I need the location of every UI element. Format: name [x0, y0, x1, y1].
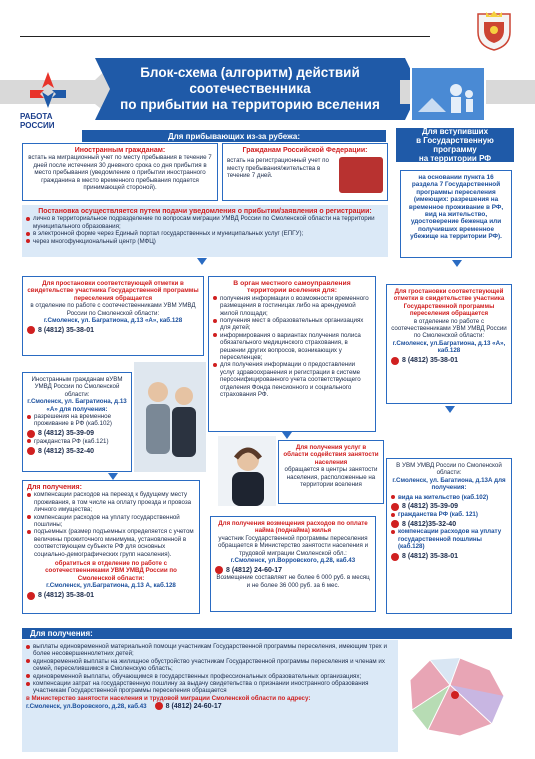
foreign-citizens-box: Иностранным гражданам: встать на миграционный учет по месту пребывания в течение 7 дней после истечения 30 дневного срока со дня прибытия в место пребывания (уведомление о прибытии иностранного гражданина в место временного пребывания подается принимающей стороной).	[22, 143, 218, 201]
foreign-arrivals-header: Для прибывающих из-за рубежа:	[82, 130, 386, 142]
bottom-section-header: Для получения:	[22, 628, 512, 639]
arrow-down-icon	[445, 406, 455, 413]
right-uvm-box: В УВМ УМВД России по Смоленской области: г.Смоленск, ул. Багатиона, д.13А для получения: вида на жительство (каб.102) 8 (4812) 35-39-09 гражданства РФ (каб. 121) 8 (4812)35-32-40 компенсации расходов на уплату государственной пошлины (каб.128) 8 (4812) 35-38-01	[386, 458, 512, 614]
left-certificate-mark-box: Для простановки соответствующей отметки в свидетельстве участника Государственной программы переселения обращается в отделение по работе с соотечественниками УВМ УМВД России по Смоленской области: г.Смоленск, ул. Багратиона, д.13 «А», каб.128 8 (4812) 35-38-01	[22, 276, 204, 356]
right-uvm-phone-1: 8 (4812) 35-39-09	[391, 503, 507, 511]
left-benefits-phone: 8 (4812) 35-38-01	[27, 592, 195, 600]
phone-icon	[391, 520, 399, 528]
phone-icon	[391, 357, 399, 365]
arrow-down-icon	[452, 260, 462, 267]
arrow-down-icon	[282, 432, 292, 439]
housing-phone: 8 (4812) 24-60-17	[215, 566, 371, 574]
local-government-box: В орган местного самоуправления территории вселения для: получения информации о возможности временного размещения в гостиницах либо на арендуемой жилой площади; получения мест в образовательных организациях для детей; информирования о вариантах получения полиса обязательного медицинского страхования, в решении других вопросов, возникающих у переселенцев; для получения информации о предоставлении услуг здравоохранения и регистрации в системе персонифицированного учета соответствующего отделения Фонда пенсионного и социального страхования РФ.	[208, 276, 376, 432]
right-uvm-phone-3: 8 (4812) 35-38-01	[391, 553, 507, 561]
phone-icon	[27, 430, 35, 438]
passport-photo	[339, 157, 383, 193]
program-members-header: Для вступивших в Государственную программу на территории РФ	[396, 128, 514, 162]
program-basis-box: на основании пункта 16 раздела 7 Государственной программы переселения (имеющих: разрешения на временное проживание в РФ, вид на жительство, удостоверение беженца или получивших временное убежище на территории РФ).	[400, 170, 512, 258]
arrow-down-icon	[197, 258, 207, 265]
bottom-benefits-box: выплаты единовременной материальной помощи участникам Государственной программы переселения, имеющим трех и более несовершеннолетних детей; единовременной выплаты на жилищное обустройство участникам Государственной программы переселения и членам их семей, переселившимся в Смоленскую область; единовременной выплаты, обучающимся в государственных профессиональных образовательных организациях; компенсации затрат на государственную пошлину за выдачу свидетельства о признании иностранного образования участникам Государственной программы переселения обращается в Министерство занятости населения и трудовой миграции Смоленской области по адресу: г.Смоленск, ул.Воровского, д.28, каб.43 8 (4812) 24-60-17	[22, 640, 398, 752]
phone-icon	[27, 326, 35, 334]
left-uvm-phone-1: 8 (4812) 35-39-09	[27, 430, 127, 438]
registration-box: Постановка осуществляется путем подачи уведомления о прибытии/заявления о регистрации: лично в территориальное подразделение по вопросам миграции УМВД России по Смоленской области на территории муниципального образования; в электронной форме через Единый портал государственных и муниципальных услуг (ЕПГУ); через многофункциональный центр (МФЦ)	[22, 205, 388, 257]
smolensk-region-map	[400, 640, 514, 752]
logo-text: РАБОТА РОССИИ	[20, 112, 55, 130]
right-certificate-mark-box: Для гростановки соответствующей отметки в свидетельстве участника Государственной программы переселения обращается в отделение по работе с соотечественниками УВМ УМВД России по Смоленской области: г.Смоленск, ул.Багратиона, д.13 «А», каб.128 8 (4812) 35-38-01	[386, 284, 512, 404]
left-uvm-box: Иностранным гражданам вУВМ УМВД России по Смоленской области: г.Смоленск, ул. Багратиона, д.13 «А» для получения: разрешения на временное проживание в РФ (каб.102) 8 (4812) 35-39-09 гражданства РФ (каб.121) 8 (4812) 35-32-40	[22, 372, 132, 472]
phone-icon	[391, 503, 399, 511]
housing-compensation-box: Для получения возмещения расходов по оплате найма (поднайма) жилья участник Государственной программы переселения обращается в Министерство занятости населения и трудовой миграции Смоленской обл.: г.Смоленск, ул.Ворровского, д.28, каб.43 8 (4812) 24-60-17 Возмещение составляет не более 6 000 руб. в месяц и не более 36 000 руб. за 6 мес.	[210, 516, 376, 612]
phone-icon	[27, 592, 35, 600]
employment-box: Для получения услуг в области содействия занятости населения обращается в центры занятости населения, расположенные на территории вселения	[278, 440, 384, 504]
coat-of-arms-icon	[472, 8, 516, 52]
right-mark-phone: 8 (4812) 35-38-01	[391, 357, 507, 365]
two-people-photo	[134, 362, 206, 472]
bottom-phone: 8 (4812) 24-60-17	[155, 702, 222, 710]
phone-icon	[27, 447, 35, 455]
page-title: Блок-схема (алгоритм) действий соотечественника по прибытии на территорию вселения	[120, 65, 380, 112]
family-photo	[410, 66, 486, 122]
arrow-down-icon	[108, 473, 118, 480]
phone-icon	[155, 702, 163, 710]
russian-citizens-box: Гражданам Российской Федерации: встать на регистрационный учет по месту пребывания/жительства в течение 7 дней.	[222, 143, 388, 201]
top-divider-line	[20, 36, 430, 37]
left-mark-phone: 8 (4812) 35-38-01	[27, 326, 199, 334]
phone-icon	[391, 553, 399, 561]
woman-headset-photo	[218, 436, 276, 506]
left-uvm-phone-2: 8 (4812) 35-32-40	[27, 447, 127, 455]
right-uvm-phone-2: 8 (4812)35-32-40	[391, 520, 507, 528]
phone-icon	[215, 566, 223, 574]
left-benefits-box: Для получения: компенсации расходов на переезд к будущему месту проживания, в том числе на оплату проезда и провоза личного имущества; компенсации расходов на уплату государственной пошлины; подъемных (размер подъемных определяется с учетом величины прожиточного минимума, установленной в соответствующем субъекте РФ для основных социально-демографических групп населения). обратиться в отделение по работе с соотечественниками УВМ УМВД России по Смоленской области: г.Смоленск, ул.Багратиона, д.13 А, каб.128 8 (4812) 35-38-01	[22, 480, 200, 614]
